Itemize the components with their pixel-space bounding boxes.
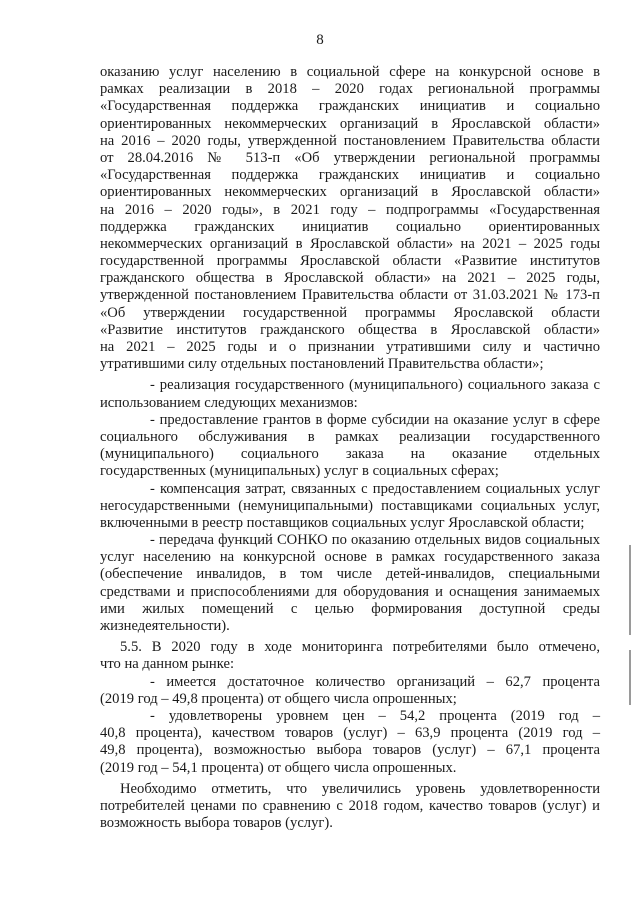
text-line: возможность выбора товаров (услуг). (100, 815, 333, 832)
text-line: «Развитие институтов гражданского общества в Ярославской области» (100, 321, 600, 338)
text-line: на 2016 – 2020 годы, утвержденной постановлением Правительства области (100, 132, 600, 149)
text-line: - удовлетворены уровнем цен – 54,2 процента (2019 год – (150, 707, 600, 724)
text-line: (2019 год – 49,8 процента) от общего числа опрошенных; (100, 690, 457, 707)
text-line: «Государственная поддержка гражданских инициатив и социально (100, 98, 600, 115)
text-line: ими жилых помещений с целью формирования доступной среды (100, 600, 600, 617)
text-line: (обеспечение инвалидов, в том числе детей-инвалидов, специальными (100, 566, 600, 583)
document-body (100, 64, 600, 832)
paragraph (100, 64, 600, 373)
paragraph (100, 532, 600, 635)
text-line: потребителей ценами по сравнению с 2018 годом, качество товаров (услуг) и (100, 797, 600, 814)
text-line: (муниципального) социального заказа на оказание отдельных (100, 446, 600, 463)
paragraph (100, 781, 600, 833)
text-line: рамках реализации в 2018 – 2020 годах региональной программы (100, 81, 600, 98)
text-line: - передача функций СОНКО по оказанию отдельных видов социальных (150, 532, 600, 549)
page-number: 8 (316, 32, 324, 48)
text-line: гражданского общества в Ярославской области» на 2021 – 2025 годы, (100, 270, 600, 287)
text-line: средствами и приспособлениями для оборудования и оснащения занимаемых (100, 583, 600, 600)
text-line: использованием следующих механизмов: (100, 394, 358, 411)
text-line: 40,8 процента), качеством товаров (услуг) – 63,9 процента (2019 год – (100, 725, 600, 742)
text-line: утратившими силу отдельных постановлений Правительства области»; (100, 356, 544, 373)
text-line: оказанию услуг населению в социальной сфере на конкурсной основе в (100, 64, 600, 80)
paragraph (100, 639, 600, 673)
text-line: государственных (муниципальных) услуг в социальных сферах; (100, 463, 499, 480)
text-line: жизнедеятельности). (100, 618, 230, 634)
text-line: «Государственная поддержка гражданских инициатив и социально (100, 167, 600, 184)
scan-edge-mark (629, 650, 631, 705)
text-line: что на данном рынке: (100, 656, 235, 673)
paragraph (100, 481, 600, 533)
text-line: ориентированных некоммерческих организаций в Ярославской области» (100, 184, 600, 201)
text-line: поддержка гражданских инициатив социально ориентированных (100, 218, 600, 235)
text-line: утвержденной постановлением Правительства области от 31.03.2021 № 173-п (100, 287, 600, 304)
text-line: «Об утверждении государственной программы Ярославской области (100, 304, 600, 321)
text-line: (2019 год – 54,1 процента) от общего числа опрошенных. (100, 759, 457, 776)
text-line: негосударственными (немуниципальными) поставщиками социальных услуг, (100, 497, 600, 514)
text-line: Необходимо отметить, что увеличились уровень удовлетворенности (120, 780, 600, 797)
text-line: на 2021 – 2025 годы и о признании утратившими силу и частично (100, 339, 600, 355)
text-line: 49,8 процента), возможностью выбора товаров (услуг) – 67,1 процента (100, 742, 600, 759)
text-line: социального обслуживания в рамках реализации государственного (100, 428, 600, 445)
text-line: ориентированных некоммерческих организаций в Ярославской области» (100, 115, 600, 132)
text-line: от 28.04.2016 № 513-п «Об утверждении региональной программы (100, 149, 600, 166)
scan-edge-mark (629, 545, 631, 635)
text-line: на 2016 – 2020 годы», в 2021 году – подпрограммы «Государственная (100, 201, 600, 218)
paragraph (100, 377, 600, 411)
text-line: - реализация государственного (муниципального) социального заказа с (150, 377, 600, 394)
text-line: - предоставление грантов в форме субсидии на оказание услуг в сфере (150, 411, 600, 428)
text-line: включенными в реестр поставщиков социальных услуг Ярославской области; (100, 514, 585, 531)
text-line: - компенсация затрат, связанных с предоставлением социальных услуг (150, 480, 600, 497)
text-line: государственной программы Ярославской области «Развитие институтов (100, 253, 600, 270)
paragraph (100, 708, 600, 777)
paragraph (100, 674, 600, 708)
text-line: 5.5. В 2020 году в ходе мониторинга потребителями было отмечено, (120, 639, 600, 656)
text-line: услуг населению на конкурсной основе в рамках государственного заказа (100, 549, 600, 566)
paragraph (100, 412, 600, 481)
text-line: - имеется достаточное количество организаций – 62,7 процента (150, 673, 600, 690)
text-line: некоммерческих организаций в Ярославской области» на 2021 – 2025 годы (100, 235, 600, 252)
